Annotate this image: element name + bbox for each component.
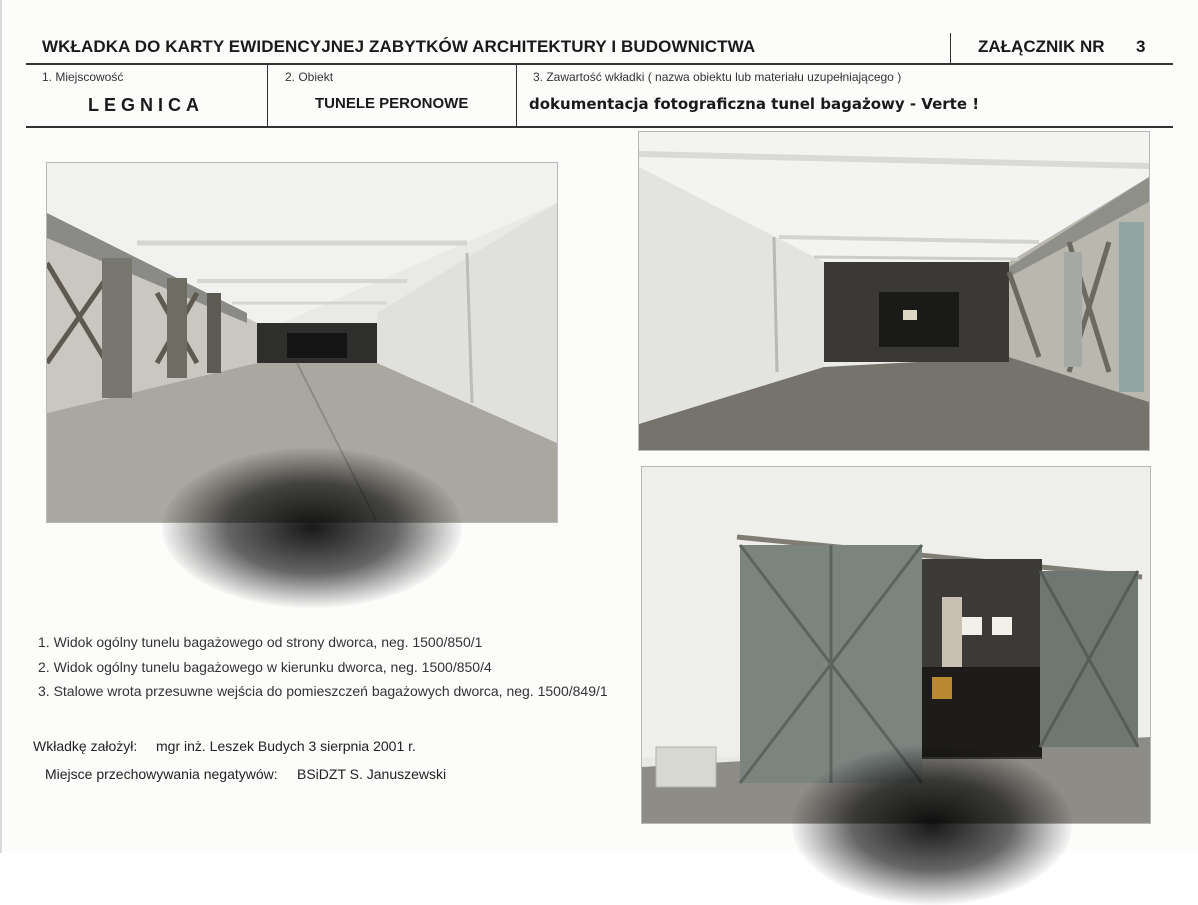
header-rule-top: [26, 63, 1173, 65]
locality-label: 1. Miejscowość: [42, 70, 124, 84]
object-value: TUNELE PERONOWE: [315, 95, 469, 112]
object-label: 2. Obiekt: [285, 70, 334, 84]
scan-shadow-top: [162, 448, 462, 608]
storage-value: BSiDZT S. Januszewski: [297, 766, 447, 782]
caption-3: 3. Stalowe wrota przesuwne wejścia do pomieszczeń bagażowych dworca, neg. 1500/849/1: [38, 683, 608, 699]
attachment-number: 3: [1136, 37, 1146, 56]
header-divider: [950, 33, 951, 63]
locality-value: LEGNICA: [88, 95, 204, 115]
caption-1: 1. Widok ogólny tunelu bagażowego od strony dworca, neg. 1500/850/1: [38, 634, 483, 650]
content-label: 3. Zawartość wkładki ( nazwa obiektu lub materiału uzupełniającego ): [533, 70, 902, 84]
field-divider-1: [267, 65, 268, 126]
content-value: dokumentacja fotograficzna tunel bagażowy - Verte !: [529, 95, 980, 113]
created-by-label: Wkładkę założył:: [33, 738, 138, 754]
field-divider-2: [516, 65, 517, 126]
header-rule-bottom: [26, 126, 1173, 128]
photo-tunnel-view-2: [638, 131, 1150, 451]
attachment-label: ZAŁĄCZNIK NR: [978, 37, 1105, 56]
scan-shadow-bottom: [792, 745, 1072, 905]
caption-2: 2. Widok ogólny tunelu bagażowego w kierunku dworca, neg. 1500/850/4: [38, 659, 492, 675]
storage-label: Miejsce przechowywania negatywów:: [45, 766, 278, 782]
document-title: WKŁADKA DO KARTY EWIDENCYJNEJ ZABYTKÓW ARCHITEKTURY I BUDOWNICTWA: [42, 37, 756, 56]
created-by-value: mgr inż. Leszek Budych 3 sierpnia 2001 r.: [156, 738, 416, 754]
